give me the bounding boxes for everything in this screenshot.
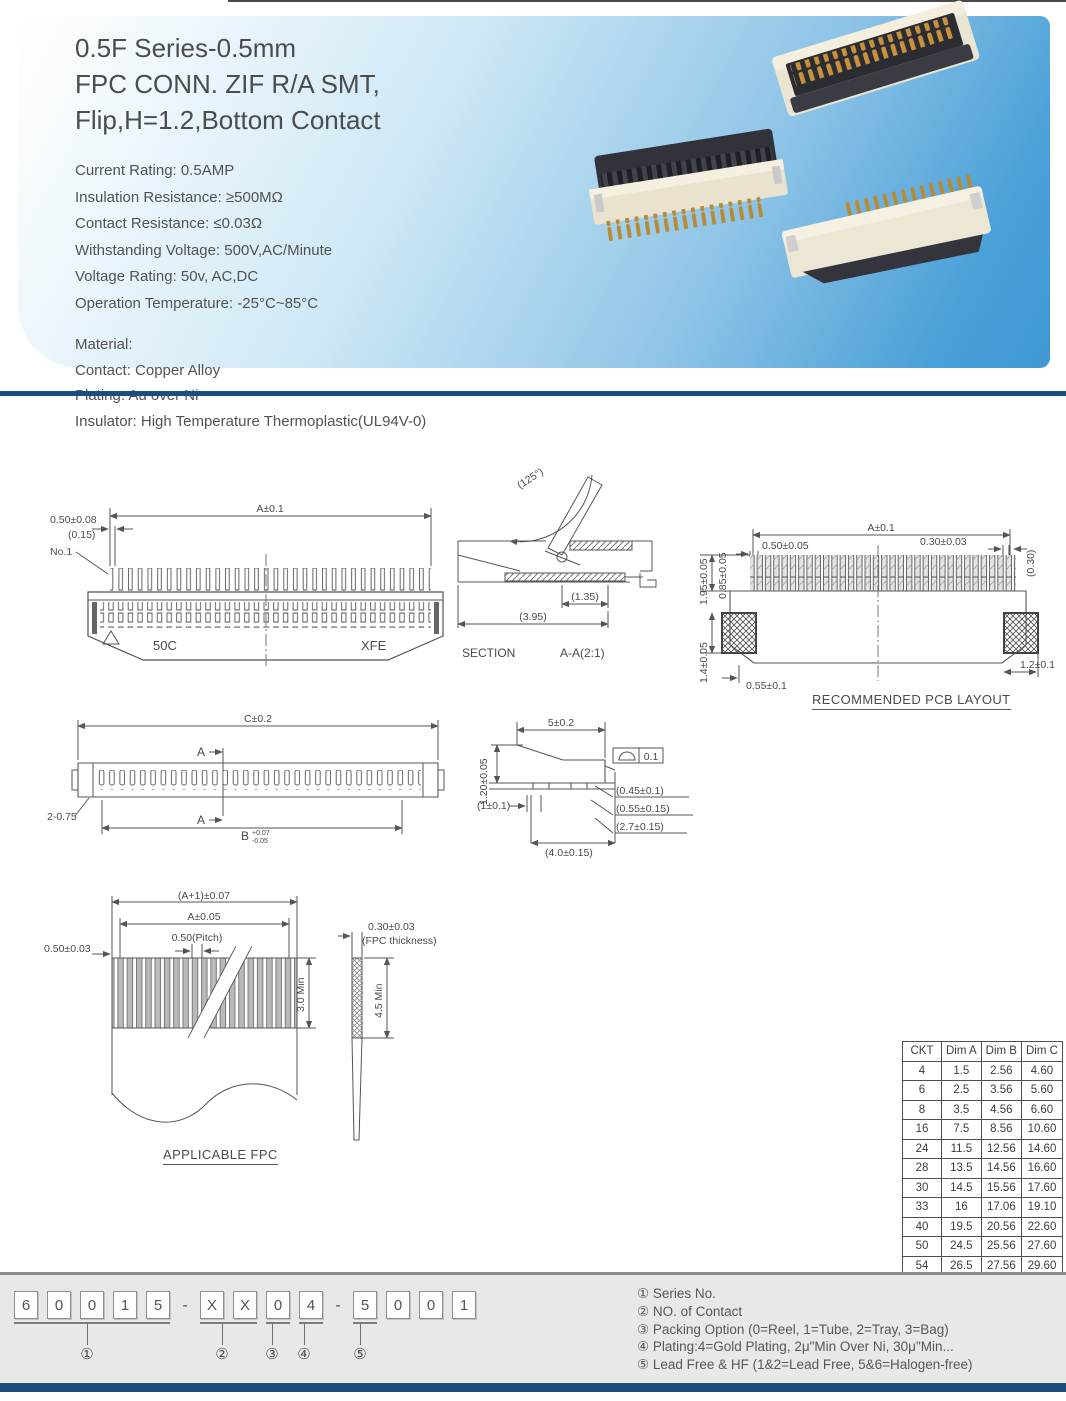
legend-packing: ③ Packing Option (0=Reel, 1=Tube, 2=Tray, 3=Bag) — [637, 1321, 949, 1337]
fpc-body — [112, 946, 362, 1140]
pcb-dim-b2: 1.2±0.1 — [1020, 659, 1055, 671]
topview-dim-pitch: 0.50±0.08 — [50, 514, 97, 526]
pn-callout-line — [272, 1323, 273, 1345]
topview-mark-50c: 50C — [153, 638, 177, 653]
table-cell: 24 — [903, 1139, 942, 1159]
table-cell: 6.60 — [1021, 1100, 1062, 1120]
fpc-dim-margin: 0.50±0.03 — [44, 943, 91, 955]
pn-group-contacts — [200, 1291, 257, 1324]
pn-callout-1: ① — [80, 1346, 94, 1363]
side-section-a-top: A — [197, 745, 206, 759]
pn-digit: 0 — [419, 1291, 443, 1319]
side-section-a-bottom: A — [197, 813, 206, 827]
header-text-block — [75, 30, 525, 434]
spec-operation-temperature: Operation Temperature: -25°C~85°C — [75, 294, 319, 312]
detail-d3: (2.7±0.15) — [616, 821, 664, 833]
table-cell: 29.60 — [1021, 1256, 1062, 1276]
detail-dim-w: 5±0.2 — [547, 717, 575, 729]
pcb-body — [722, 545, 1038, 681]
pn-underline-series — [14, 1322, 170, 1324]
pcb-dim-h2: 0.85±0.05 — [717, 552, 729, 599]
side-dim-b-sup: +0.07 — [252, 830, 270, 837]
title-line-1: 0.5F Series-0.5mm — [75, 33, 297, 63]
table-cell: 33 — [903, 1198, 942, 1218]
spec-current-rating: Current Rating: 0.5AMP — [75, 162, 235, 179]
connector-photo-top — [771, 0, 980, 117]
spec-withstanding-voltage: Withstanding Voltage: 500V,AC/Minute — [75, 241, 333, 259]
pcb-dim-h3: 1.4±0.05 — [698, 642, 710, 683]
table-header-row — [903, 1042, 1063, 1062]
side-dim-tab: 2-0.75 — [47, 811, 77, 823]
pn-digit: 0 — [80, 1291, 104, 1319]
side-body — [72, 763, 444, 797]
table-row — [903, 1198, 1063, 1218]
section-angle: (125°) — [515, 465, 546, 492]
pcb-dim-pitch: 0.50±0.05 — [762, 540, 809, 552]
pn-digit: 6 — [14, 1291, 38, 1319]
table-cell: 14.60 — [1021, 1139, 1062, 1159]
table-cell: 14.5 — [942, 1178, 982, 1198]
fpc-dim-thick: 0.30±0.03 — [368, 921, 415, 933]
legend-contacts: ② NO. of Contact — [637, 1303, 743, 1319]
table-cell: 4 — [903, 1061, 942, 1081]
table-cell: 12.56 — [981, 1139, 1021, 1159]
pcb-dim-b1: 0.55±0.1 — [746, 680, 787, 692]
table-cell: 16 — [903, 1120, 942, 1140]
pcb-dim-pad-w2: (0.30) — [1025, 549, 1037, 577]
table-cell: 17.06 — [981, 1198, 1021, 1218]
pn-callout-line — [304, 1323, 305, 1345]
pn-digit: 5 — [353, 1291, 377, 1319]
dimension-table — [902, 1041, 1063, 1276]
table-cell: 7.5 — [942, 1120, 982, 1140]
pn-underline-contacts — [200, 1322, 257, 1324]
table-cell: 8 — [903, 1100, 942, 1120]
fpc-dim-len: 3.0 Min — [295, 977, 307, 1012]
pn-callout-line — [222, 1323, 223, 1345]
table-cell: 4.60 — [1021, 1061, 1062, 1081]
legend-series: ① Series No. — [637, 1286, 716, 1301]
pn-digit: 1 — [452, 1291, 476, 1319]
fpc-dim-a: A±0.05 — [187, 911, 221, 923]
side-dim-b-sub: -0.05 — [252, 838, 268, 845]
pn-digit: 1 — [113, 1291, 137, 1319]
table-header-dim-a: Dim A — [942, 1042, 982, 1062]
pin1-triangle-marker — [103, 631, 119, 644]
table-row — [903, 1081, 1063, 1101]
pn-underline-packing — [266, 1322, 290, 1324]
part-number-boxes — [14, 1291, 476, 1324]
topview-dim-inset: (0.15) — [68, 529, 96, 541]
table-cell: 8.56 — [981, 1120, 1021, 1140]
detail-d4: (1±0.1) — [477, 800, 511, 812]
fpc-dim-pitch: 0.50(Pitch) — [171, 932, 223, 944]
table-cell: 16 — [942, 1198, 982, 1218]
drawing-section — [450, 445, 665, 670]
pcb-dim-h1: 1.95±0.05 — [698, 558, 710, 605]
pn-group-series — [14, 1291, 170, 1324]
table-row — [903, 1159, 1063, 1179]
table-cell: 15.56 — [981, 1178, 1021, 1198]
table-cell: 2.5 — [942, 1081, 982, 1101]
table-cell: 16.60 — [1021, 1159, 1062, 1179]
table-cell: 40 — [903, 1217, 942, 1237]
detail-profile — [489, 745, 615, 789]
gdt-profile-symbol — [619, 752, 635, 760]
drawing-side-view — [45, 708, 450, 848]
top-view-dimension-lines — [76, 508, 431, 574]
header-panel — [18, 16, 1050, 430]
table-row — [903, 1237, 1063, 1257]
side-dim-c: C±0.2 — [244, 713, 272, 725]
table-cell: 6 — [903, 1081, 942, 1101]
table-cell: 27.60 — [1021, 1237, 1062, 1257]
table-header-dim-b: Dim B — [981, 1042, 1021, 1062]
detail-d1: (0.45±0.1) — [616, 785, 664, 797]
table-cell: 30 — [903, 1178, 942, 1198]
fpc-dim-total: (A+1)±0.07 — [177, 890, 231, 902]
table-cell: 50 — [903, 1237, 942, 1257]
section-divider — [0, 391, 1066, 396]
table-cell: 25.56 — [981, 1237, 1021, 1257]
title-line-3: Flip,H=1.2,Bottom Contact — [75, 105, 381, 135]
table-cell: 5.60 — [1021, 1081, 1062, 1101]
pcb-dim-pad-w: 0.30±0.03 — [920, 536, 967, 548]
part-number-panel — [0, 1272, 1066, 1383]
pn-digit: X — [200, 1291, 224, 1319]
pn-callout-3: ③ — [265, 1346, 279, 1363]
table-cell: 24.5 — [942, 1237, 982, 1257]
table-cell: 54 — [903, 1256, 942, 1276]
pn-underline-leadfree — [353, 1322, 377, 1324]
pn-digit: 0 — [47, 1291, 71, 1319]
side-dim-b: B — [241, 829, 250, 843]
drawing-detail — [475, 700, 695, 860]
table-cell: 22.60 — [1021, 1217, 1062, 1237]
table-cell: 3.56 — [981, 1081, 1021, 1101]
drawing-pcb-layout — [698, 505, 1066, 705]
pn-digit: 0 — [266, 1291, 290, 1319]
table-cell: 13.5 — [942, 1159, 982, 1179]
spec-list — [75, 158, 525, 317]
pn-callout-5: ⑤ — [353, 1346, 367, 1363]
page-top-rule — [228, 0, 1066, 2]
pn-digit: 4 — [299, 1291, 323, 1319]
spec-contact-resistance: Contact Resistance: ≤0.03Ω — [75, 215, 263, 232]
topview-pin1-label: No.1 — [50, 546, 73, 558]
material-list — [75, 332, 525, 434]
drawing-fpc — [42, 888, 457, 1168]
table-cell: 2.56 — [981, 1061, 1021, 1081]
bottom-accent-bar — [0, 1383, 1066, 1392]
table-cell: 28 — [903, 1159, 942, 1179]
part-number-legend — [637, 1285, 973, 1374]
pn-callout-line — [360, 1323, 361, 1345]
table-cell: 14.56 — [981, 1159, 1021, 1179]
detail-d2: (0.55±0.15) — [616, 803, 670, 815]
pn-group-packing — [266, 1291, 290, 1324]
material-insulator: Insulator: High Temperature Thermoplastic(UL94V-0) — [75, 412, 427, 430]
fpc-label: APPLICABLE FPC — [163, 1147, 278, 1165]
table-cell: 27.56 — [981, 1256, 1021, 1276]
table-cell: 19.5 — [942, 1217, 982, 1237]
pn-dash: - — [335, 1297, 341, 1314]
pcb-dim-a: A±0.1 — [867, 522, 895, 534]
pn-dash: - — [182, 1297, 188, 1314]
table-row — [903, 1100, 1063, 1120]
table-row — [903, 1217, 1063, 1237]
top-view-body — [88, 554, 443, 667]
topview-mark-xfe: XFE — [361, 638, 387, 653]
table-header-dim-c: Dim C — [1021, 1042, 1062, 1062]
table-row — [903, 1178, 1063, 1198]
material-contact: Contact: Copper Alloy — [75, 361, 221, 379]
pn-callout-line — [87, 1323, 88, 1345]
table-cell: 4.56 — [981, 1100, 1021, 1120]
pn-digit: 0 — [386, 1291, 410, 1319]
table-cell: 20.56 — [981, 1217, 1021, 1237]
section-label: SECTION — [462, 646, 516, 660]
fpc-dim-len2: 4.5 Min — [373, 983, 385, 1018]
section-dim-outer: (3.95) — [519, 611, 547, 623]
pn-digit: X — [233, 1291, 257, 1319]
table-row — [903, 1139, 1063, 1159]
topview-dim-a: A±0.1 — [256, 503, 284, 515]
page-title — [75, 30, 525, 138]
table-cell: 10.60 — [1021, 1120, 1062, 1140]
pn-digit: 5 — [146, 1291, 170, 1319]
table-cell: 1.5 — [942, 1061, 982, 1081]
table-cell: 3.5 — [942, 1100, 982, 1120]
table-row — [903, 1120, 1063, 1140]
section-dim-inner: (1.35) — [571, 591, 599, 603]
pn-callout-2: ② — [215, 1346, 229, 1363]
fpc-thick-note: (FPC thickness) — [362, 935, 437, 947]
pn-group-plating — [299, 1291, 323, 1324]
spec-voltage-rating: Voltage Rating: 50v, AC,DC — [75, 268, 259, 285]
connector-photo-bottom — [778, 172, 995, 294]
section-body — [458, 475, 656, 587]
product-photo — [536, 16, 1050, 368]
pn-group-suffix — [386, 1291, 476, 1319]
table-cell: 17.60 — [1021, 1178, 1062, 1198]
pcb-layout-label: RECOMMENDED PCB LAYOUT — [812, 692, 1011, 710]
table-row — [903, 1061, 1063, 1081]
pn-callout-4: ④ — [297, 1346, 311, 1363]
detail-gdt-tol: 0.1 — [643, 751, 659, 763]
pn-underline-plating — [299, 1322, 323, 1324]
drawing-top-view — [48, 496, 448, 668]
material-heading: Material: — [75, 336, 133, 353]
table-cell: 11.5 — [942, 1139, 982, 1159]
legend-leadfree: ⑤ Lead Free & HF (1&2=Lead Free, 5&6=Halogen-free) — [637, 1357, 973, 1373]
spec-insulation-resistance: Insulation Resistance: ≥500MΩ — [75, 188, 283, 206]
pn-group-leadfree — [353, 1291, 377, 1324]
table-header-ckt: CKT — [903, 1042, 942, 1062]
legend-plating: ④ Plating:4=Gold Plating, 2μ"Min Over Ni, 30μ"Min... — [637, 1339, 954, 1355]
connector-photo-left — [584, 127, 791, 243]
table-cell: 26.5 — [942, 1256, 982, 1276]
table-cell: 19.10 — [1021, 1198, 1062, 1218]
section-view-label: A-A(2:1) — [560, 646, 605, 660]
detail-dim-h: 1.20±0.05 — [478, 758, 490, 805]
detail-d5: (4.0±0.15) — [545, 847, 593, 859]
title-line-2: FPC CONN. ZIF R/A SMT, — [75, 69, 380, 99]
